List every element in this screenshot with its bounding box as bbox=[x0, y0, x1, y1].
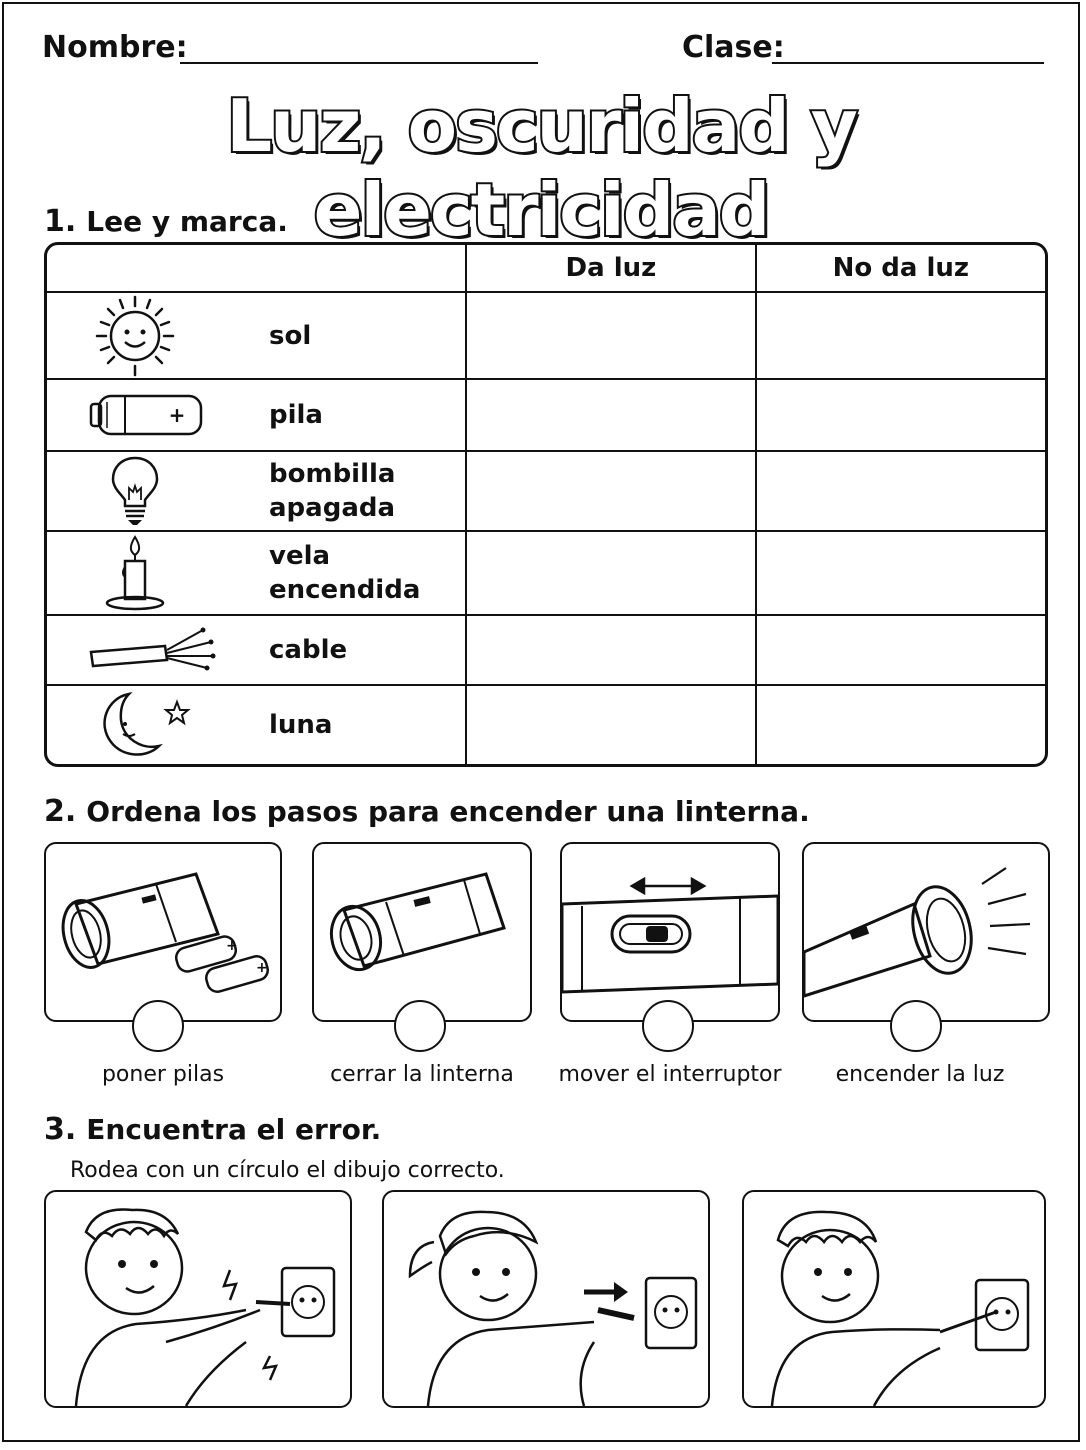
column-header-gives-light: Da luz bbox=[467, 245, 756, 293]
step-panel bbox=[802, 842, 1050, 1022]
item-cell bbox=[47, 616, 467, 686]
no-light-cell[interactable] bbox=[757, 686, 1045, 764]
table-row bbox=[47, 452, 1045, 532]
step-order-circle[interactable] bbox=[890, 1000, 942, 1052]
svg-text:+: + bbox=[256, 960, 268, 976]
gives-light-cell[interactable] bbox=[467, 616, 756, 686]
moon-icon bbox=[85, 688, 195, 762]
name-label: Nombre: bbox=[42, 30, 188, 65]
lightbulb-icon bbox=[85, 454, 185, 528]
section1-number: 1. bbox=[44, 204, 77, 239]
section3-number: 3. bbox=[44, 1112, 77, 1147]
gives-light-cell[interactable] bbox=[467, 380, 756, 452]
picture-option[interactable] bbox=[742, 1190, 1046, 1408]
item-label: cable bbox=[269, 635, 348, 665]
column-header-no-light: No da luz bbox=[757, 245, 1045, 293]
section3-instruction: Rodea con un círculo el dibujo correcto. bbox=[70, 1158, 505, 1183]
item-cell bbox=[47, 293, 467, 380]
gives-light-cell[interactable] bbox=[467, 532, 756, 616]
step-order-circle[interactable] bbox=[394, 1000, 446, 1052]
item-cell bbox=[47, 380, 467, 452]
boy-poking-outlet-icon bbox=[744, 1192, 1044, 1406]
item-label: luna bbox=[269, 710, 333, 740]
step-caption: encender la luz bbox=[835, 1062, 1005, 1087]
step-caption: poner pilas bbox=[101, 1062, 225, 1087]
cable-icon bbox=[85, 622, 225, 678]
section2-title: Ordena los pasos para encender una linterna. bbox=[86, 795, 810, 828]
item-cell bbox=[47, 686, 467, 764]
section2-number: 2. bbox=[44, 794, 77, 829]
gives-light-cell[interactable] bbox=[467, 293, 756, 380]
switch-icon bbox=[562, 844, 778, 1020]
section3-title: Encuentra el error. bbox=[86, 1113, 382, 1146]
table-row bbox=[47, 380, 1045, 452]
picture-option[interactable] bbox=[382, 1190, 710, 1408]
table-row bbox=[47, 293, 1045, 380]
page-title: Luz, oscuridad y electricidad bbox=[226, 84, 856, 252]
gives-light-cell[interactable] bbox=[467, 452, 756, 532]
class-label: Clase: bbox=[682, 30, 785, 65]
item-cell bbox=[47, 452, 467, 532]
table-row bbox=[47, 532, 1045, 616]
item-cell bbox=[47, 532, 467, 616]
flashlight-batteries-icon bbox=[46, 844, 280, 1020]
no-light-cell[interactable] bbox=[757, 380, 1045, 452]
section1-title: Lee y marca. bbox=[86, 205, 288, 238]
picture-option[interactable] bbox=[44, 1190, 352, 1408]
name-line[interactable] bbox=[180, 62, 538, 64]
step-caption: cerrar la linterna bbox=[330, 1062, 514, 1087]
flashlight-closed-icon bbox=[314, 844, 530, 1020]
flashlight-on-icon bbox=[804, 844, 1048, 1020]
svg-text:+: + bbox=[226, 938, 238, 954]
step-panel bbox=[44, 842, 282, 1022]
step-order-circle[interactable] bbox=[642, 1000, 694, 1052]
no-light-cell[interactable] bbox=[757, 293, 1045, 380]
candle-icon bbox=[85, 533, 185, 613]
no-light-cell[interactable] bbox=[757, 532, 1045, 616]
sun-icon bbox=[85, 294, 185, 378]
girl-plugging-in-icon bbox=[384, 1192, 708, 1406]
step-order-circle[interactable] bbox=[132, 1000, 184, 1052]
step-caption: mover el interruptor bbox=[558, 1062, 782, 1087]
step-panel bbox=[560, 842, 780, 1022]
item-label: bombilla apagada bbox=[269, 459, 396, 523]
table-row bbox=[47, 686, 1045, 764]
item-label: pila bbox=[269, 400, 323, 430]
section2-heading bbox=[44, 794, 810, 829]
battery-icon bbox=[85, 390, 205, 440]
table-row bbox=[47, 616, 1045, 686]
section3-heading bbox=[44, 1112, 381, 1147]
step-panel bbox=[312, 842, 532, 1022]
no-light-cell[interactable] bbox=[757, 616, 1045, 686]
boy-pulling-cable-icon bbox=[46, 1192, 350, 1406]
worksheet bbox=[2, 2, 1080, 1442]
no-light-cell[interactable] bbox=[757, 452, 1045, 532]
svg-text:+: + bbox=[168, 403, 186, 427]
item-label: sol bbox=[269, 320, 312, 351]
gives-light-cell[interactable] bbox=[467, 686, 756, 764]
class-line[interactable] bbox=[772, 62, 1044, 64]
table-header-row bbox=[47, 245, 1045, 293]
section1-heading bbox=[44, 204, 288, 239]
light-table bbox=[44, 242, 1048, 767]
item-label: vela encendida bbox=[269, 541, 421, 605]
column-header-item bbox=[47, 245, 467, 293]
